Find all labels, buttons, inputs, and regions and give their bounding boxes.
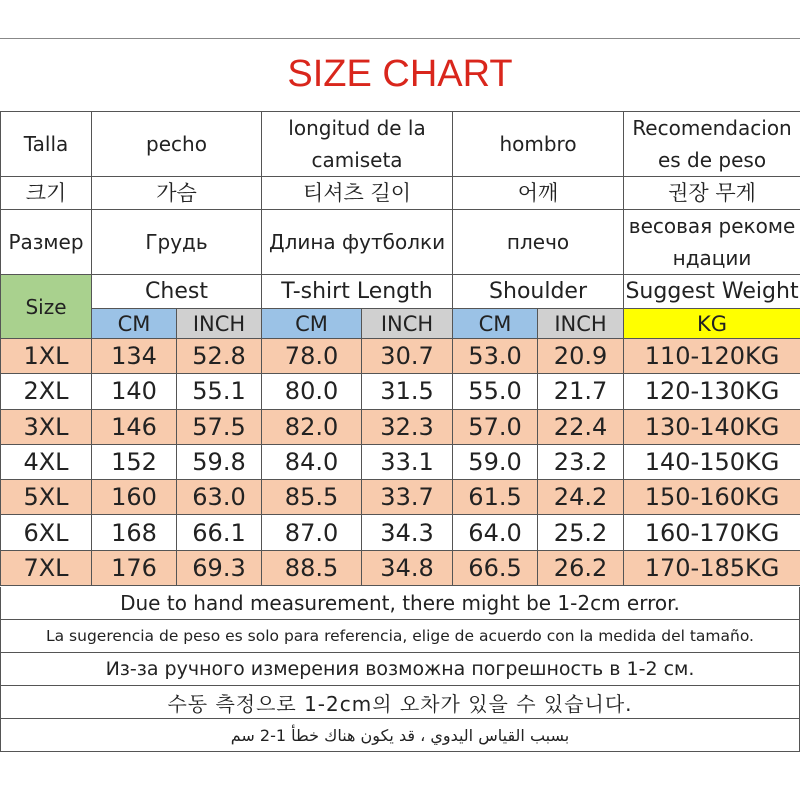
page-title: SIZE CHART [287,53,513,95]
header-size-es: Talla [1,112,92,177]
header-shoulder-ko: 어깨 [453,177,624,210]
header-size-en: Size [1,275,92,339]
cell-len-in: 33.7 [362,480,453,515]
header-weight-es: Recomendacion es de peso [624,112,800,177]
cell-len-in: 33.1 [362,444,453,479]
cell-len-cm: 80.0 [262,374,362,409]
cell-weight: 130-140KG [624,409,800,444]
unit-cm: CM [262,309,362,339]
cell-len-cm: 87.0 [262,515,362,550]
cell-sh-in: 23.2 [538,444,624,479]
note-korean: 수동 측정으로 1-2cm의 오차가 있을 수 있습니다. [0,686,800,719]
cell-sh-in: 20.9 [538,339,624,374]
cell-size: 4XL [1,444,92,479]
header-row-russian [1,210,800,275]
header-length-en: T-shirt Length [262,275,453,309]
header-shoulder-es: hombro [453,112,624,177]
unit-inch: INCH [538,309,624,339]
table-row [1,374,800,409]
cell-len-in: 34.3 [362,515,453,550]
unit-kg: KG [624,309,800,339]
table-row [1,409,800,444]
cell-size: 7XL [1,550,92,585]
cell-weight: 140-150KG [624,444,800,479]
header-row-spanish [1,112,800,177]
size-rows [1,339,800,586]
cell-sh-in: 24.2 [538,480,624,515]
cell-len-in: 31.5 [362,374,453,409]
note-russian: Из-за ручного измерения возможна погрешность в 1-2 см. [0,653,800,686]
header-shoulder-en: Shoulder [453,275,624,309]
cell-sh-cm: 55.0 [453,374,538,409]
header-length-ko: 티셔츠 길이 [262,177,453,210]
table-row [1,550,800,585]
cell-len-cm: 88.5 [262,550,362,585]
cell-len-cm: 78.0 [262,339,362,374]
cell-len-in: 34.8 [362,550,453,585]
cell-chest-in: 63.0 [177,480,262,515]
cell-len-cm: 82.0 [262,409,362,444]
cell-len-cm: 84.0 [262,444,362,479]
header-length-es: longitud de la camiseta [262,112,453,177]
note-arabic: بسبب القياس اليدوي ، قد يكون هناك خطأ 1-2 سم [0,719,800,752]
table-row [1,444,800,479]
cell-chest-in: 55.1 [177,374,262,409]
cell-size: 2XL [1,374,92,409]
cell-chest-cm: 168 [92,515,177,550]
cell-chest-in: 57.5 [177,409,262,444]
cell-chest-cm: 140 [92,374,177,409]
header-chest-es: pecho [92,112,262,177]
header-chest-ko: 가슴 [92,177,262,210]
cell-weight: 120-130KG [624,374,800,409]
cell-sh-cm: 59.0 [453,444,538,479]
cell-size: 5XL [1,480,92,515]
cell-sh-in: 22.4 [538,409,624,444]
header-shoulder-ru: плечо [453,210,624,275]
unit-inch: INCH [177,309,262,339]
table-row [1,339,800,374]
header-weight-en: Suggest Weight [624,275,800,309]
cell-size: 6XL [1,515,92,550]
cell-chest-in: 52.8 [177,339,262,374]
cell-weight: 150-160KG [624,480,800,515]
cell-sh-cm: 66.5 [453,550,538,585]
cell-len-in: 32.3 [362,409,453,444]
unit-cm: CM [92,309,177,339]
cell-size: 1XL [1,339,92,374]
cell-sh-in: 26.2 [538,550,624,585]
cell-len-in: 30.7 [362,339,453,374]
cell-chest-in: 66.1 [177,515,262,550]
header-size-ru: Размер [1,210,92,275]
size-table [0,111,800,586]
cell-chest-in: 69.3 [177,550,262,585]
cell-sh-in: 25.2 [538,515,624,550]
cell-sh-in: 21.7 [538,374,624,409]
table-row [1,480,800,515]
cell-sh-cm: 53.0 [453,339,538,374]
cell-chest-cm: 176 [92,550,177,585]
note-english: Due to hand measurement, there might be 1-2cm error. [0,587,800,620]
cell-sh-cm: 57.0 [453,409,538,444]
cell-sh-cm: 61.5 [453,480,538,515]
header-row-english [1,275,800,309]
cell-chest-cm: 146 [92,409,177,444]
unit-cm: CM [453,309,538,339]
header-row-korean [1,177,800,210]
cell-weight: 110-120KG [624,339,800,374]
cell-sh-cm: 64.0 [453,515,538,550]
cell-size: 3XL [1,409,92,444]
header-chest-ru: Грудь [92,210,262,275]
notes [0,587,800,752]
unit-row [1,309,800,339]
header-length-ru: Длина футболки [262,210,453,275]
header-chest-en: Chest [92,275,262,309]
cell-chest-in: 59.8 [177,444,262,479]
unit-inch: INCH [362,309,453,339]
cell-chest-cm: 160 [92,480,177,515]
note-spanish: La sugerencia de peso es solo para referencia, elige de acuerdo con la medida del tamaño. [0,620,800,653]
header-size-ko: 크기 [1,177,92,210]
cell-chest-cm: 152 [92,444,177,479]
table-row [1,515,800,550]
cell-chest-cm: 134 [92,339,177,374]
header-weight-ru: весовая рекомендации [624,210,800,275]
header-weight-ko: 권장 무게 [624,177,800,210]
cell-len-cm: 85.5 [262,480,362,515]
cell-weight: 170-185KG [624,550,800,585]
cell-weight: 160-170KG [624,515,800,550]
